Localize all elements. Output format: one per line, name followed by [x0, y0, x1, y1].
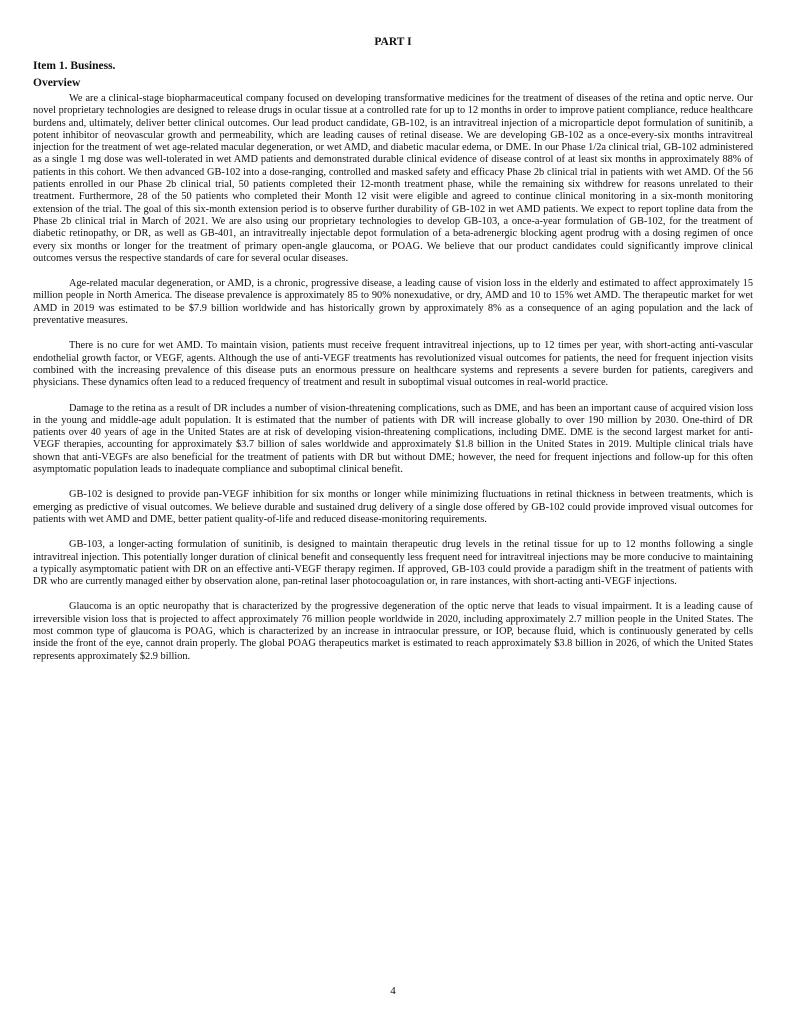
paragraph-wet-amd-cure: There is no cure for wet AMD. To maintain vision, patients must receive frequent intravitreal injections, up to 12 times per year, with short-acting anti-vascular endothelial growth factor, or VEGF, agents. Although the use of anti-VEGF treatments has revolutionized visual outcomes for patients, the need for frequent injection visits combined with the increasing prevalence of this disease puts an enormous pressure on healthcare systems and represents a severe burden for patients, caregivers and physicians. These dynamics often lead to a reduced frequency of treatment and result in suboptimal visual outcomes in real-world practice.	[33, 340, 753, 389]
paragraph-amd: Age-related macular degeneration, or AMD, is a chronic, progressive disease, a leading cause of vision loss in the elderly and estimated to affect approximately 15 million people in North America. The disease prevalence is approximately 85 to 90% nonexudative, or dry, AMD and 10 to 15% wet AMD. The therapeutic market for wet AMD in 2019 was estimated to be $7.9 billion worldwide and has historically grown by approximately 8% as a consequence of an aging population and the lack of preventative measures.	[33, 278, 753, 327]
part-title: PART I	[374, 36, 412, 48]
paragraph-gb-103: GB-103, a longer-acting formulation of sunitinib, is designed to maintain therapeutic drug levels in the retinal tissue for up to 12 months following a single intravitreal injection. This potentially longer duration of clinical benefit and consequently less frequent need for intravitreal injections may be more conducive to maintaining a typically asymptomatic patient with DR on an effective anti-VEGF therapy regimen. If approved, GB-103 could provide a paradigm shift in the treatment of patients with DR who are currently managed either by observation alone, pan-retinal laser photocoagulation or, in rare instances, with short-acting anti-VEGF injections.	[33, 539, 753, 588]
section-title: Overview	[33, 77, 81, 89]
paragraph-overview: We are a clinical-stage biopharmaceutical company focused on developing transformative medicines for the treatment of diseases of the retina and optic nerve. Our novel proprietary technologies are designed to release drugs in ocular tissue at a controlled rate for up to 12 months in order to improve patient compliance, reduce healthcare burdens and, ultimately, deliver better clinical outcomes. Our lead product candidate, GB-102, is an intravitreal injection of a microparticle depot formulation of sunitinib, a potent inhibitor of neovascular growth and permeability, which are leading causes of retinal disease. We are developing GB-102 as a once-every-six months intravitreal injection for the treatment of wet age-related macular degeneration, or wet AMD, and diabetic macular edema, or DME. In our Phase 1/2a clinical trial, GB-102 administered as a single 1 mg dose was well-tolerated in wet AMD patients and demonstrated durable clinical evidence of disease control of at least six months in approximately 88% of patients in this cohort. We then advanced GB-102 into a dose-ranging, controlled and masked safety and efficacy Phase 2b clinical trial in patients with wet AMD. Of the 56 patients enrolled in our Phase 2b clinical trial, 50 patients completed their 12-month treatment phase, while the remaining six withdrew for reasons unrelated to their treatment. Furthermore, 28 of the 50 patients who completed their Month 12 visit were eligible and agreed to continue clinical monitoring in a six-month monitoring extension of the trial. The goal of this six-month extension period is to observe further durability of GB-102 in wet AMD patients. We expect to report topline data from the Phase 2b clinical trial in March of 2021. We are also using our proprietary technologies to develop GB-103, a once-a-year formulation of GB-102, for the treatment of diabetic retinopathy, or DR, as well as GB-401, an intravitreally injectable depot formulation of a beta-adrenergic blocking agent prodrug with a dosing regimen of once every six months or longer for the treatment of primary open-angle glaucoma, or POAG. We believe that our product candidates could significantly improve clinical outcomes versus the respective standards of care for several ocular diseases.	[33, 93, 753, 264]
page-number: 4	[390, 985, 396, 997]
paragraph-glaucoma: Glaucoma is an optic neuropathy that is characterized by the progressive degeneration of the optic nerve that leads to visual impairment. It is a leading cause of irreversible vision loss that is projected to affect approximately 76 million people worldwide in 2020, including approximately 2.7 million people in the United States. The most common type of glaucoma is POAG, which is characterized by an increase in intraocular pressure, or IOP, because fluid, which is continuously generated by cells inside the front of the eye, cannot drain properly. The global POAG therapeutics market is estimated to reach approximately $3.8 billion in 2026, of which the United States represents approximately $2.9 billion.	[33, 601, 753, 662]
paragraph-gb-102: GB-102 is designed to provide pan-VEGF inhibition for six months or longer while minimizing fluctuations in retinal thickness in between treatments, which is emerging as predictive of visual outcomes. We believe durable and sustained drug delivery of a single dose offered by GB-102 could provide improved visual outcomes for patients with wet AMD and DME, better patient quality-of-life and reduced disease-monitoring requirements.	[33, 489, 753, 525]
item-title: Item 1. Business.	[33, 60, 116, 72]
paragraph-dr-damage: Damage to the retina as a result of DR includes a number of vision-threatening complications, such as DME, and has been an important cause of acquired vision loss in the young and middle-age adult population. It is estimated that the number of patients with DR will increase globally to over 190 million by 2030. One-third of DR patients over 40 years of age in the United States are at risk of developing vision-threatening complications, including DME. DME is the second largest market for anti-VEGF therapies, accounting for approximately $3.7 billion of sales worldwide and approximately $1.8 billion in the United States in 2019. Multiple clinical trials have shown that anti-VEGFs are also beneficial for the treatment of patients with DR but without DME; however, the need for frequent injections and follow-up for this often asymptomatic population leads to inadequate compliance and suboptimal clinical benefit.	[33, 402, 753, 476]
